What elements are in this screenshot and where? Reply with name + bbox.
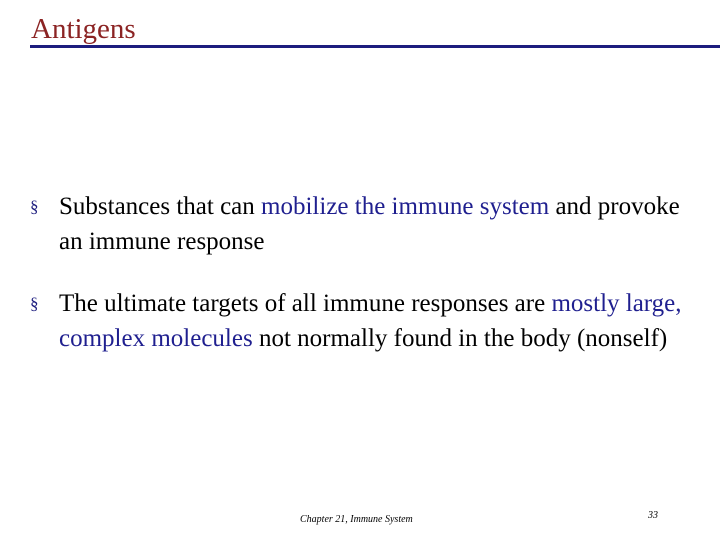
bullet-square-icon: § [30, 294, 39, 313]
bullet-text-plain: Substances that can [59, 193, 262, 220]
bullet-text-highlight: mostly large, complex molecules [59, 290, 682, 352]
title-underline [30, 45, 720, 48]
bullet-text-plain: The ultimate targets of all immune responses are [59, 290, 552, 317]
bullet-text-plain: not normally found in the body (nonself) [252, 325, 668, 352]
bullet-text-highlight: mobilize the immune system [261, 193, 550, 220]
bullet-square-icon: § [30, 197, 39, 216]
bullet-item [30, 189, 705, 259]
bullet-text-plain: and provoke an immune response [59, 193, 680, 255]
footer-page-number: 33 [648, 510, 658, 521]
slide-title: Antigens [31, 13, 136, 45]
bullet-text [30, 286, 705, 356]
footer-chapter-label: Chapter 21, Immune System [300, 514, 413, 525]
bullet-text [30, 189, 705, 259]
bullet-item [30, 286, 705, 356]
